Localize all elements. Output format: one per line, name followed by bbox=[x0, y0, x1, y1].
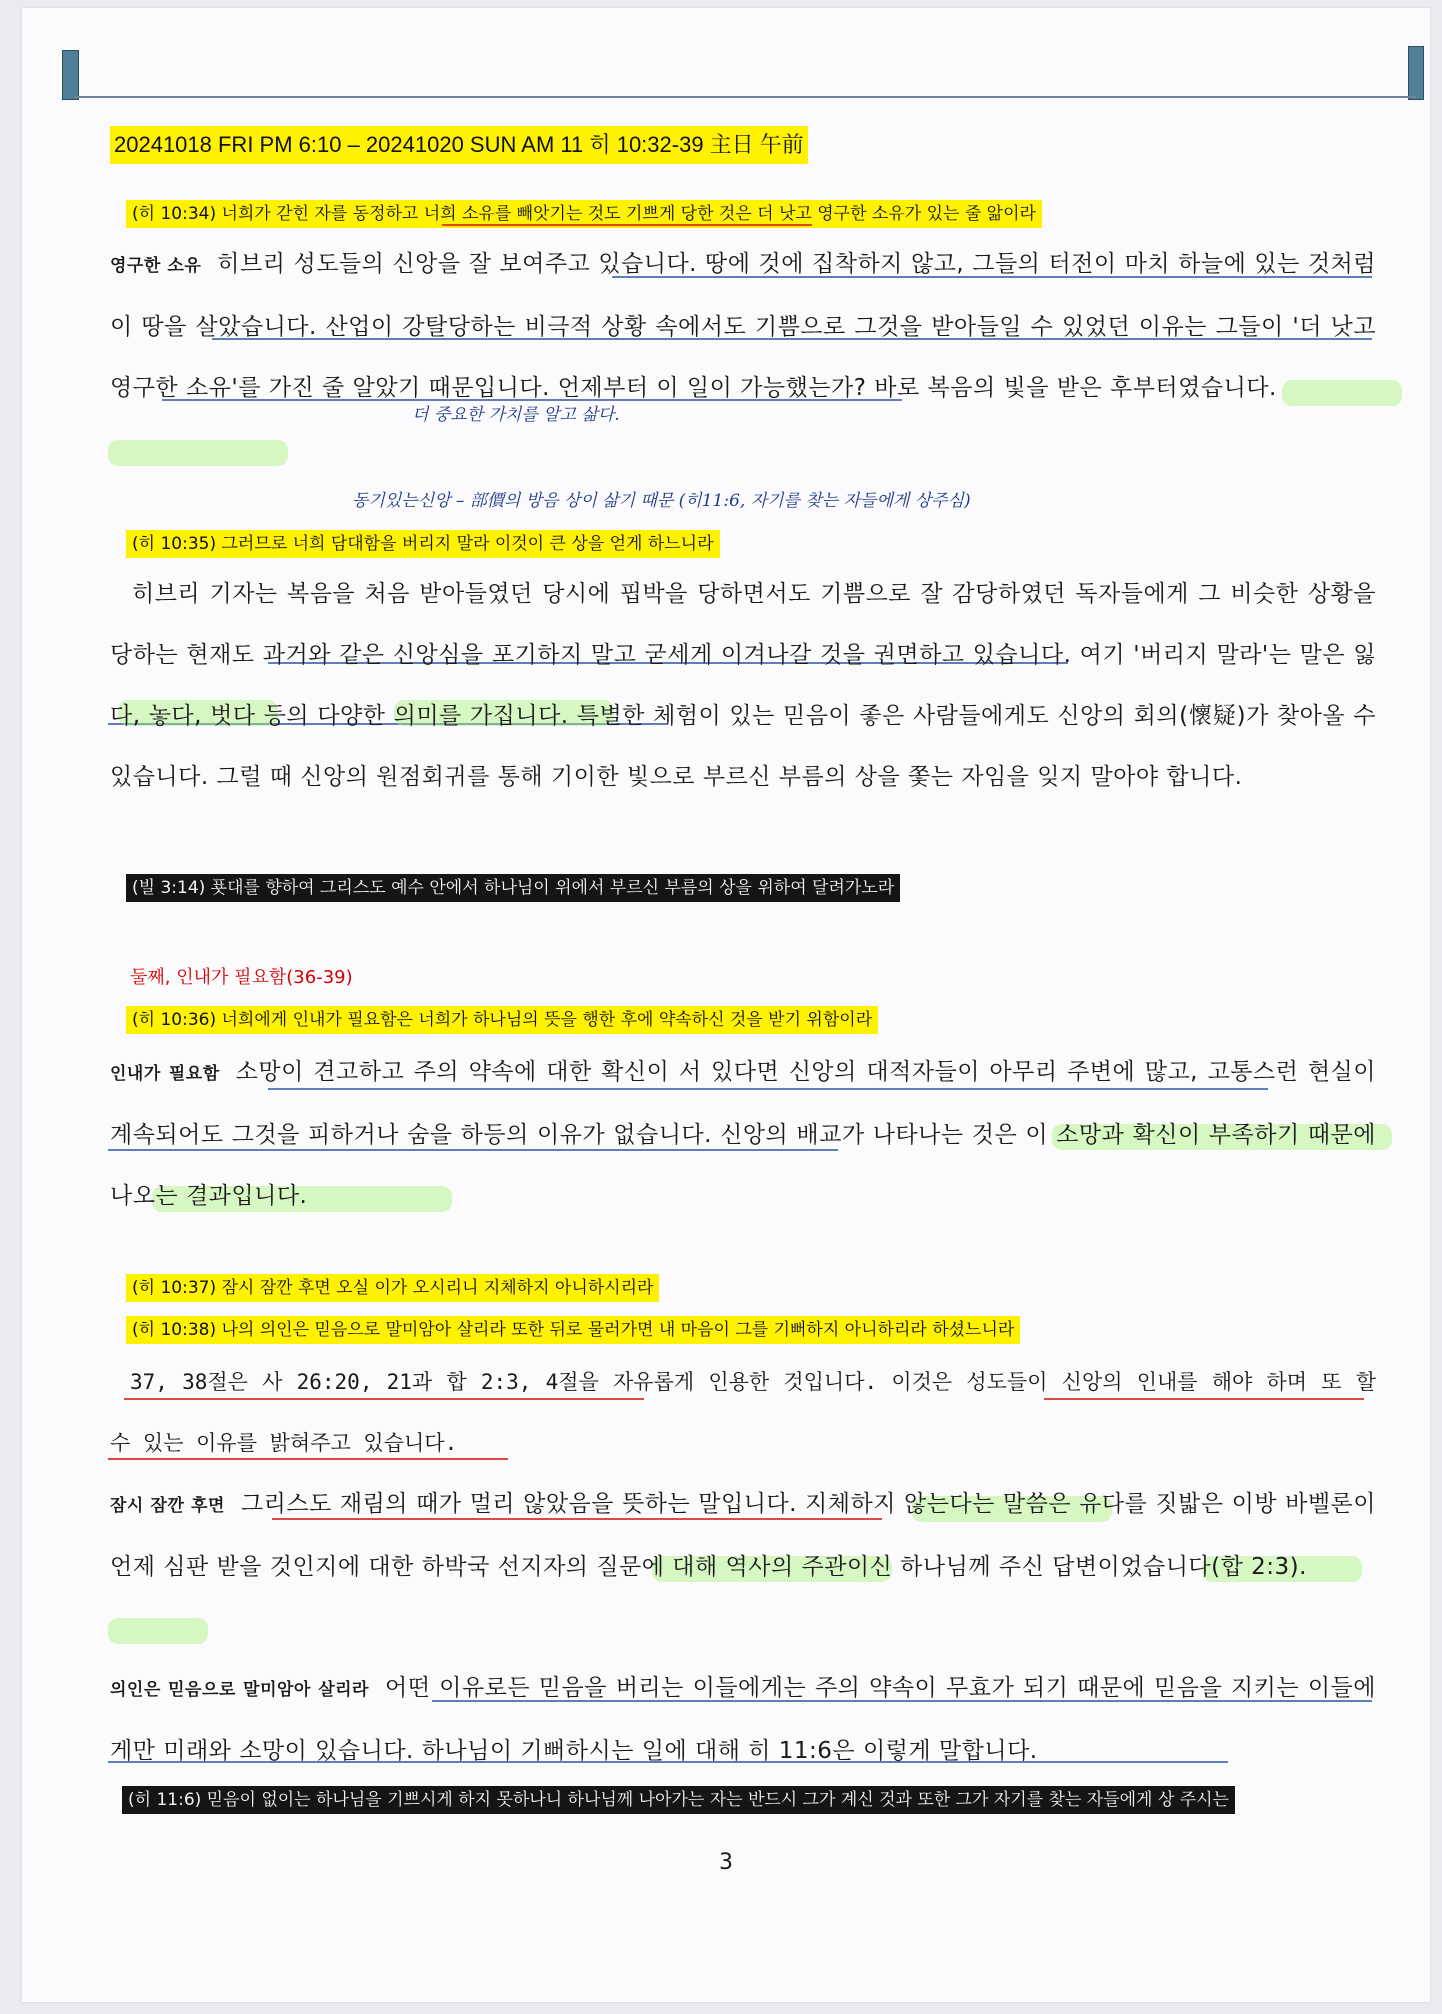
paragraph-righteous-live-by-faith bbox=[110, 1658, 1376, 1782]
header-rule bbox=[74, 96, 1416, 98]
handwritten-note: 동기있는신앙 – 部價의 방음 상이 삶기 때문 (히11:6, 자기를 찾는 자들에게 상주심) bbox=[352, 491, 971, 511]
paragraph-text: 그리스도 재림의 때가 멀리 않았음을 뜻하는 말입니다. 지체하지 않는다는 말씀은 유다를 짓밟은 이방 바벨론이 언제 심판 받을 것인지에 대한 하박국 선지자의 질문에 대해 역사의 주관이신 하나님께 주신 답변이었습니다(합 2:3). bbox=[110, 1491, 1376, 1580]
document-header: 20241018 FRI PM 6:10 – 20241020 SUN AM 11 히 10:32-39 主日 午前 bbox=[110, 126, 808, 164]
paragraph-tag: 인내가 필요함 bbox=[110, 1064, 220, 1084]
red-underline bbox=[442, 224, 812, 226]
verse-heb-11-6: (히 11:6) 믿음이 없이는 하나님을 기쁘시게 하지 못하나니 하나님께 나아가는 자는 반드시 그가 계신 것과 또한 그가 자기를 찾는 자들에게 상 주시는 bbox=[122, 1786, 1235, 1814]
verse-heb-10-34: (히 10:34) 너희가 갇힌 자를 동정하고 너희 소유를 빼앗기는 것도 기쁘게 당한 것은 더 낫고 영구한 소유가 있는 줄 앎이라 bbox=[126, 200, 1042, 228]
handwritten-note: 더 중요한 가치를 알고 삶다. bbox=[412, 405, 620, 425]
paragraph-tag: 잠시 잠깐 후면 bbox=[110, 1496, 225, 1516]
frame-right-tab bbox=[1408, 46, 1424, 100]
paragraph-tag: 영구한 소유 bbox=[110, 256, 202, 276]
paragraph-do-not-throw-away: 히브리 기자는 복음을 처음 받아들였던 당시에 핍박을 당하면서도 기쁨으로 잘 감당하였던 독자들에게 그 비슷한 상황을 당하는 현재도 과거와 같은 신앙심을 포기하지 말고 굳세게 이겨나갈 것을 권면하고 있습니다. 여기 '버리지 말라'는 말은 잃다, 놓다, 벗다 등의 다양한 의미를 가집니다. 특별한 체험이 있는 믿음이 좋은 사람들에게도 신앙의 회의(懷疑)가 찾아올 수 있습니다. 그럴 때 신앙의 원점회귀를 통해 기이한 빛으로 부르신 부름의 상을 쫓는 자임을 잊지 말아야 합니다. bbox=[110, 581, 1376, 790]
paragraph-tag: 의인은 믿음으로 말미암아 살리라 bbox=[110, 1680, 369, 1700]
paragraph-text: 히브리 성도들의 신앙을 잘 보여주고 있습니다. 땅에 것에 집착하지 않고, 그들의 터전이 마치 하늘에 있는 것처럼 이 땅을 살았습니다. 산업이 강탈당하는 비극적 상황 속에서도 기쁨으로 그것을 받아들일 수 있었던 이유는 그들이 '더 낫고 영구한 소유'를 가진 줄 알았기 때문입니다. 언제부터 이 일이 가능했는가? 바로 복음의 빛을 받은 후부터였습니다. bbox=[110, 251, 1376, 401]
paragraph-text: 어떤 이유로든 믿음을 버리는 이들에게는 주의 약속이 무효가 되기 때문에 믿음을 지키는 이들에게만 미래와 소망이 있습니다. 하나님이 기뻐하시는 일에 대해 히 11:6은 이렇게 말합니다. bbox=[110, 1675, 1376, 1764]
paragraph-perseverance bbox=[110, 1042, 1376, 1227]
verse-heb-10-35: (히 10:35) 그러므로 너희 담대함을 버리지 말라 이것이 큰 상을 얻게 하느니라 bbox=[126, 530, 720, 558]
verse-heb-10-37: (히 10:37) 잠시 잠깐 후면 오실 이가 오시리니 지체하지 아니하시리라 bbox=[126, 1274, 659, 1302]
verse-phil-3-14: (빌 3:14) 푯대를 향하여 그리스도 예수 안에서 하나님이 위에서 부르신 부름의 상을 위하여 달려가노라 bbox=[126, 874, 900, 902]
paragraph-little-while bbox=[110, 1474, 1376, 1598]
section-heading: 둘째, 인내가 필요함(36-39) bbox=[130, 967, 353, 988]
marker-highlight bbox=[108, 440, 288, 466]
verse-heb-10-36: (히 10:36) 너희에게 인내가 필요함은 너희가 하나님의 뜻을 행한 후에 약속하신 것을 받기 위함이라 bbox=[126, 1006, 878, 1034]
paragraph-eternal-possession bbox=[110, 234, 1376, 419]
verse-heb-10-38: (히 10:38) 나의 의인은 믿음으로 말미암아 살리라 또한 뒤로 물러가면 내 마음이 그를 기뻐하지 아니하리라 하셨느니라 bbox=[126, 1316, 1020, 1344]
document-page bbox=[22, 8, 1430, 2002]
paragraph-text: 소망이 견고하고 주의 약속에 대한 확신이 서 있다면 신앙의 대적자들이 아무리 주변에 많고, 고통스런 현실이 계속되어도 그것을 피하거나 숨을 하등의 이유가 없습니다. 신앙의 배교가 나타나는 것은 이 소망과 확신이 부족하기 때문에 나오는 결과입니다. bbox=[110, 1059, 1376, 1209]
paragraph-quotation: 37, 38절은 사 26:20, 21과 합 2:3, 4절을 자유롭게 인용한 것입니다. 이것은 성도들이 신앙의 인내를 해야 하며 또 할 수 있는 이유를 밝혀주고 있습니다. bbox=[110, 1370, 1376, 1455]
page-number: 3 bbox=[719, 1850, 733, 1875]
frame-left-tab bbox=[62, 50, 79, 100]
marker-highlight bbox=[108, 1618, 208, 1644]
